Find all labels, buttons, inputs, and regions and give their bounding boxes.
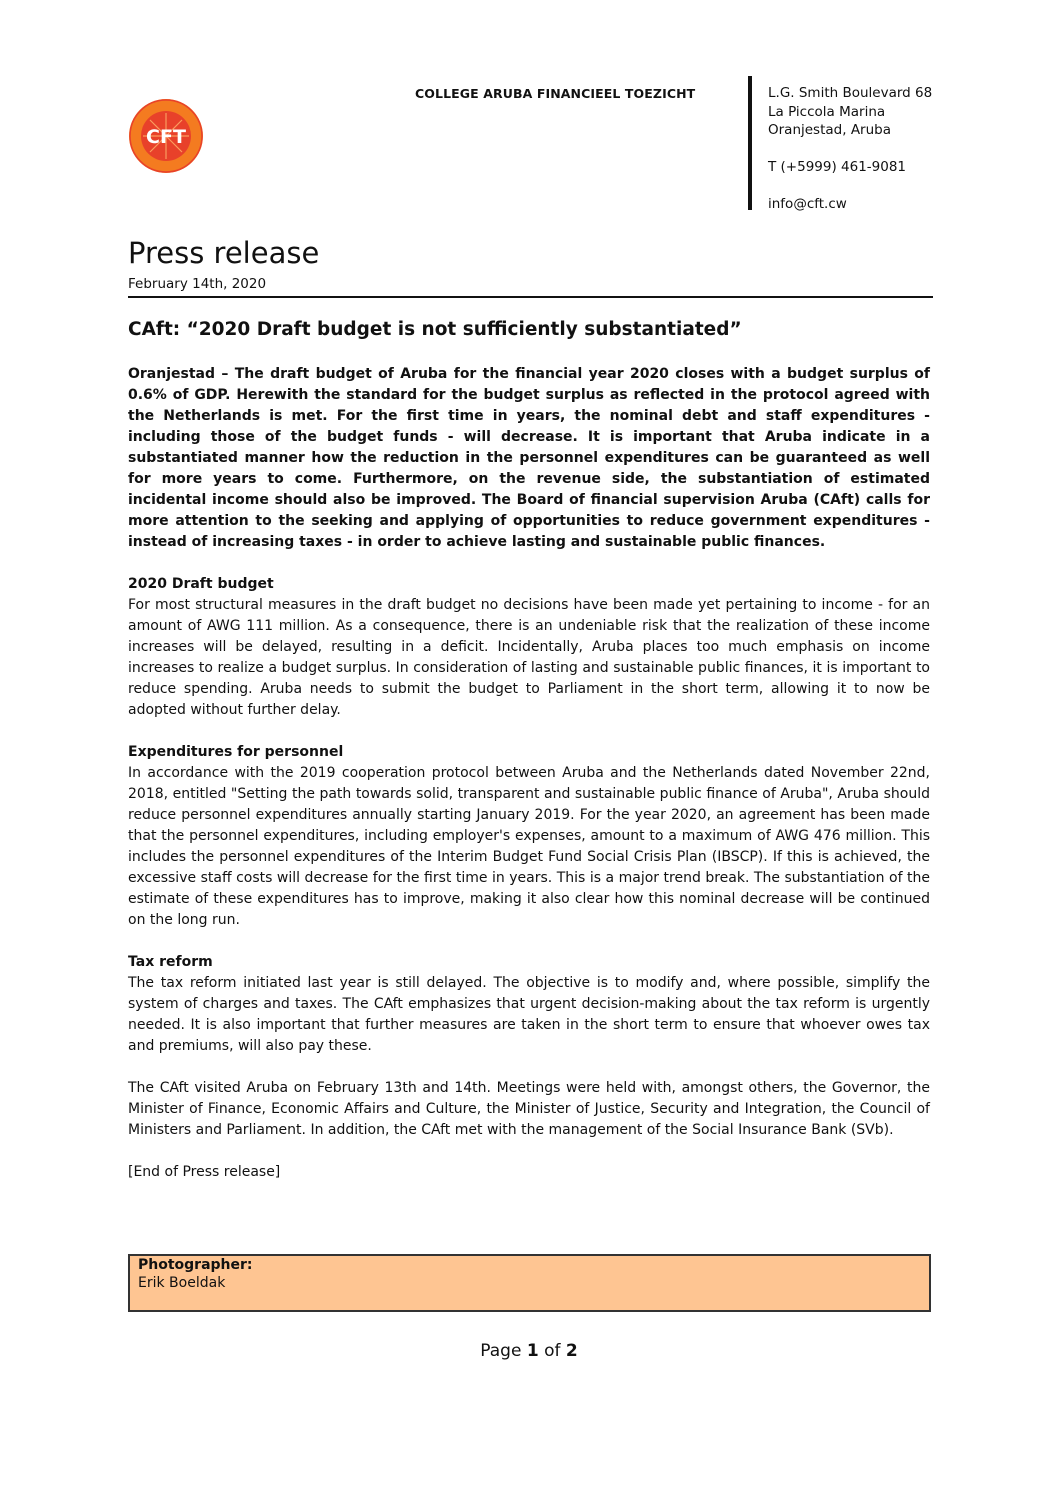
headline: CAft: “2020 Draft budget is not sufficiently substantiated” xyxy=(128,319,742,340)
section-heading: Expenditures for personnel xyxy=(128,744,344,760)
email-link[interactable]: info@cft.cw xyxy=(768,196,847,212)
lead-paragraph: Oranjestad – The draft budget of Aruba for the financial year 2020 closes with a budget surplus of 0.6% of GDP. Herewith the standard for the budget surplus as reflected in the protocol agreed with the Netherlands is met. For the first time in years, the nominal debt and staff expenditures - including those of the budget funds - will decrease. It is important that Aruba indicate in a substantiated manner how the reduction in the personnel expenditures can be guaranteed as well for more years to come. Furthermore, on the revenue side, the substantiation of estimated incidental income should also be improved. The Board of financial supervision Aruba (CAft) calls for more attention to the seeking and applying of opportunities to reduce government expenditures - instead of increasing taxes - in order to achieve lasting and sustainable public finances. xyxy=(128,366,930,550)
address-line: L.G. Smith Boulevard 68 xyxy=(768,85,933,101)
photographer-credit-box xyxy=(128,1254,931,1312)
header-divider xyxy=(748,76,752,210)
page-prefix: Page xyxy=(480,1341,522,1361)
document-type-title: Press release xyxy=(128,236,320,270)
closing-paragraph: The CAft visited Aruba on February 13th and 14th. Meetings were held with, amongst others, the Governor, the Minister of Finance, Economic Affairs and Culture, the Minister of Justice, Security and Integration, the Council of Ministers and Parliament. In addition, the CAft met with the management of the Social Insurance Bank (SVb). xyxy=(128,1080,930,1138)
title-divider xyxy=(128,296,933,298)
press-release-body xyxy=(128,364,930,1204)
release-date: February 14th, 2020 xyxy=(128,276,267,292)
total-pages: 2 xyxy=(565,1341,578,1361)
section-body: The tax reform initiated last year is still delayed. The objective is to modify and, where possible, simplify the system of charges and taxes. The CAft emphasizes that urgent decision-making about the tax reform is urgently needed. It is also important that further measures are taken in the short term to ensure that whoever owes tax and premiums, will also pay these. xyxy=(128,975,930,1054)
section-personnel-expenditures xyxy=(128,742,930,931)
current-page: 1 xyxy=(526,1341,539,1361)
section-tax-reform xyxy=(128,952,930,1057)
page-number xyxy=(0,1341,1058,1361)
page-of: of xyxy=(544,1341,561,1361)
cft-logo-icon xyxy=(128,98,204,174)
address-line: La Piccola Marina xyxy=(768,103,886,120)
phone: T (+5999) 461-9081 xyxy=(768,159,907,175)
address-line: Oranjestad, Aruba xyxy=(768,122,891,138)
cft-logo xyxy=(128,98,204,174)
photographer-label: Photographer: xyxy=(138,1257,253,1273)
logo-text: CFT xyxy=(146,126,186,148)
photographer-name: Erik Boeldak xyxy=(138,1275,226,1291)
end-marker: [End of Press release] xyxy=(128,1164,281,1180)
section-draft-budget xyxy=(128,574,930,721)
contact-block xyxy=(768,84,932,214)
section-body: In accordance with the 2019 cooperation protocol between Aruba and the Netherlands dated November 22nd, 2018, entitled "Setting the path towards solid, transparent and sustainable public finance of Aruba", Aruba should reduce personnel expenditures annually starting January 2019. For the year 2020, an agreement has been made that the personnel expenditures, including employer's expenses, amount to a maximum of AWG 476 million. This includes the personnel expenditures of the Interim Budget Fund Social Crisis Plan (IBSCP). If this is achieved, the excessive staff costs will decrease for the first time in years. This is a major trend break. The substantiation of the estimate of these expenditures has to improve, making it also clear how this nominal decrease will be continued on the long run. xyxy=(128,765,930,928)
section-heading: Tax reform xyxy=(128,954,213,970)
section-body: For most structural measures in the draft budget no decisions have been made yet pertaining to income - for an amount of AWG 111 million. As a consequence, there is an undeniable risk that the realization of these income increases will be delayed, resulting in a deficit. Incidentally, Aruba places too much emphasis on income increases to realize a budget surplus. In consideration of lasting and sustainable public finances, it is important to reduce spending. Aruba needs to submit the budget to Parliament in the short term, allowing it to now be adopted without further delay. xyxy=(128,597,930,718)
organization-name: COLLEGE ARUBA FINANCIEEL TOEZICHT xyxy=(415,86,696,101)
section-heading: 2020 Draft budget xyxy=(128,576,274,592)
